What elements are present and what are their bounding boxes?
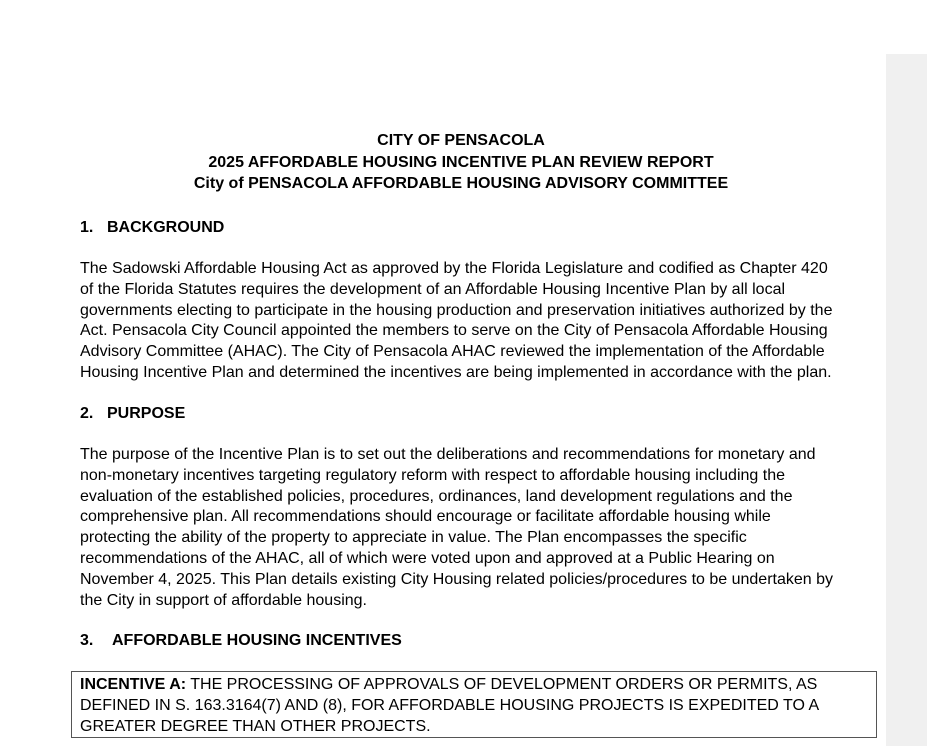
side-panel — [886, 54, 927, 746]
paragraph-line: governments electing to participate in the housing production and preservation initiatives authorized by the — [80, 301, 833, 319]
paragraph-line: of the Florida Statutes requires the development of an Affordable Housing Incentive Plan by all local — [80, 280, 786, 298]
paragraph-line: recommendations of the AHAC, all of which were voted upon and approved at a Public Hearing on — [80, 549, 775, 567]
section-number: 3. — [80, 632, 94, 649]
section-number: 2. — [80, 405, 94, 422]
paragraph-line: Housing Incentive Plan and determined the incentives are being implemented in accordance with the plan. — [80, 363, 832, 381]
incentive-a-line-2: DEFINED IN S. 163.3164(7) AND (8), FOR AFFORDABLE HOUSING PROJECTS IS EXPEDITED TO A — [80, 696, 820, 714]
paragraph-line: the City in support of affordable housing. — [80, 591, 367, 609]
section-heading-purpose — [80, 404, 185, 424]
section-heading-incentives — [80, 631, 402, 651]
paragraph-line: Advisory Committee (AHAC). The City of Pensacola AHAC reviewed the implementation of the Affordable — [80, 343, 825, 361]
paragraph-line: The purpose of the Incentive Plan is to set out the deliberations and recommendations for monetary and — [80, 446, 816, 463]
document-title — [0, 130, 922, 195]
title-line-report: 2025 AFFORDABLE HOUSING INCENTIVE PLAN REVIEW REPORT — [208, 153, 714, 171]
paragraph-line: protecting the ability of the property to appreciate in value. The Plan encompasses the specific — [80, 529, 747, 547]
section-title: AFFORDABLE HOUSING INCENTIVES — [112, 632, 402, 649]
section-title: BACKGROUND — [107, 219, 225, 236]
incentive-a-line-3: GREATER DEGREE THAN OTHER PROJECTS. — [80, 717, 431, 735]
paragraph-line: Act. Pensacola City Council appointed the members to serve on the City of Pensacola Affordable Housing — [80, 322, 828, 340]
background-paragraph — [80, 259, 880, 384]
paragraph-line: comprehensive plan. All recommendations should encourage or facilitate affordable housing while — [80, 508, 771, 526]
incentive-a-line-1: THE PROCESSING OF APPROVALS OF DEVELOPMENT ORDERS OR PERMITS, AS — [186, 676, 818, 693]
incentive-a-text — [80, 675, 880, 737]
section-heading-background — [80, 218, 224, 238]
title-line-city: CITY OF PENSACOLA — [377, 132, 545, 149]
paragraph-line: evaluation of the established policies, procedures, ordinances, land development regulations and the — [80, 487, 793, 505]
incentive-a-label: INCENTIVE A: — [80, 676, 187, 693]
section-number: 1. — [80, 219, 94, 236]
paragraph-line: November 4, 2025. This Plan details existing City Housing related policies/procedures to be undertaken by — [80, 570, 834, 588]
paragraph-line: The Sadowski Affordable Housing Act as approved by the Florida Legislature and codified as Chapter 420 — [80, 260, 828, 277]
purpose-paragraph — [80, 445, 880, 611]
section-title: PURPOSE — [107, 405, 186, 422]
paragraph-line: non-monetary incentives targeting regulatory reform with respect to affordable housing including the — [80, 466, 785, 484]
title-line-committee: City of PENSACOLA AFFORDABLE HOUSING ADVISORY COMMITTEE — [193, 175, 729, 192]
